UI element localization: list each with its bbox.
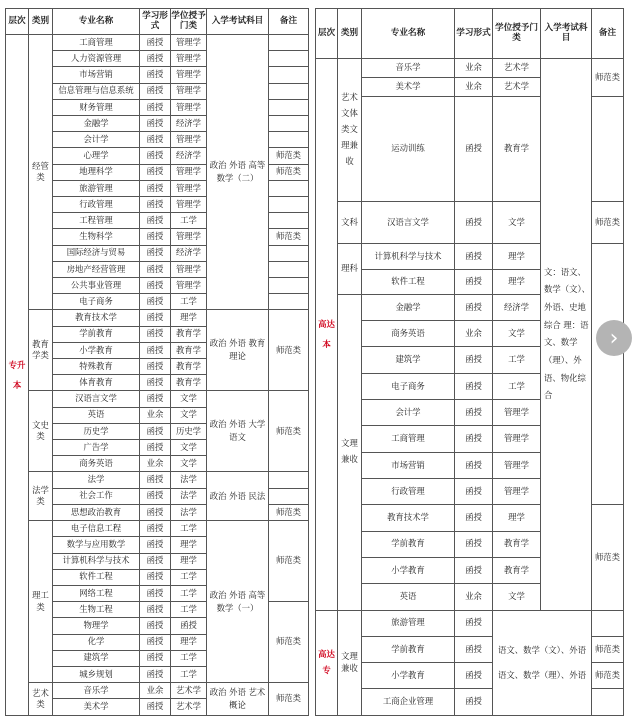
category-cell: 教育学类 <box>29 310 53 391</box>
degree-cell: 教育学 <box>493 557 541 583</box>
table-row <box>6 310 309 326</box>
form-cell: 函授 <box>455 373 493 399</box>
note-cell: 师范类 <box>269 164 309 180</box>
form-cell: 函授 <box>140 164 171 180</box>
major-cell: 房地产经营管理 <box>53 261 140 277</box>
degree-cell: 教育学 <box>171 375 207 391</box>
degree-cell: 管理学 <box>171 132 207 148</box>
major-cell: 心理学 <box>53 148 140 164</box>
form-cell: 函授 <box>140 488 171 504</box>
exam-cell: 政治 外语 高等数学（一） <box>207 521 269 683</box>
form-cell: 函授 <box>455 244 493 269</box>
note-cell <box>592 96 624 201</box>
major-cell: 商务英语 <box>53 456 140 472</box>
form-cell: 函授 <box>140 67 171 83</box>
note-cell <box>269 213 309 229</box>
form-cell: 业余 <box>455 321 493 347</box>
note-cell: 师范类 <box>269 391 309 472</box>
header-cell: 入学考试科目 <box>207 9 269 35</box>
major-cell: 软件工程 <box>362 269 455 294</box>
major-cell: 商务英语 <box>362 321 455 347</box>
degree-cell: 理学 <box>171 537 207 553</box>
exam-cell <box>493 610 592 715</box>
table-row <box>6 35 309 51</box>
major-cell: 建筑学 <box>362 347 455 373</box>
category-cell: 艺术类 <box>29 683 53 716</box>
form-cell: 函授 <box>140 375 171 391</box>
degree-cell: 教育学 <box>171 359 207 375</box>
degree-cell: 工学 <box>493 347 541 373</box>
major-cell: 行政管理 <box>53 197 140 213</box>
form-cell: 函授 <box>140 634 171 650</box>
category-cell: 理工类 <box>29 521 53 683</box>
degree-cell: 管理学 <box>493 400 541 426</box>
degree-cell: 文学 <box>171 407 207 423</box>
note-cell: 师范类 <box>592 636 624 662</box>
degree-cell: 文学 <box>171 456 207 472</box>
form-cell: 函授 <box>455 531 493 557</box>
header-cell: 层次 <box>6 9 29 35</box>
header-cell: 学习形式 <box>455 9 493 59</box>
degree-cell: 工学 <box>171 294 207 310</box>
form-cell: 函授 <box>140 423 171 439</box>
form-cell: 函授 <box>140 294 171 310</box>
form-cell: 业余 <box>140 407 171 423</box>
form-cell: 函授 <box>140 537 171 553</box>
major-cell: 教育技术学 <box>53 310 140 326</box>
header-cell: 学位授予门类 <box>493 9 541 59</box>
degree-cell: 教育学 <box>171 342 207 358</box>
major-cell: 会计学 <box>53 132 140 148</box>
degree-cell: 理学 <box>171 553 207 569</box>
form-cell: 函授 <box>455 610 493 636</box>
form-cell: 函授 <box>455 202 493 244</box>
degree-cell: 管理学 <box>171 67 207 83</box>
major-cell: 美术学 <box>362 77 455 96</box>
note-cell <box>269 35 309 51</box>
form-cell: 函授 <box>140 116 171 132</box>
form-cell: 业余 <box>140 683 171 699</box>
category-cell: 文理兼收 <box>338 294 362 610</box>
category-cell: 艺术文体类文理兼收 <box>338 59 362 202</box>
degree-cell: 艺术学 <box>171 699 207 716</box>
major-cell: 汉语言文学 <box>362 202 455 244</box>
major-cell: 信息管理与信息系统 <box>53 83 140 99</box>
form-cell: 函授 <box>140 197 171 213</box>
degree-cell: 管理学 <box>171 278 207 294</box>
degree-cell: 经济学 <box>171 148 207 164</box>
note-cell <box>592 244 624 505</box>
major-cell: 生物工程 <box>53 602 140 618</box>
degree-cell: 艺术学 <box>493 59 541 78</box>
degree-cell: 管理学 <box>171 35 207 51</box>
category-cell: 经管类 <box>29 35 53 310</box>
form-cell: 函授 <box>140 132 171 148</box>
header-cell: 备注 <box>269 9 309 35</box>
note-cell <box>269 67 309 83</box>
note-cell: 师范类 <box>269 310 309 391</box>
major-cell: 历史学 <box>53 423 140 439</box>
form-cell: 函授 <box>140 326 171 342</box>
major-cell: 市场营销 <box>362 452 455 478</box>
major-cell: 网络工程 <box>53 585 140 601</box>
form-cell: 函授 <box>140 229 171 245</box>
major-cell: 工程管理 <box>53 213 140 229</box>
next-page-button[interactable] <box>596 320 632 356</box>
degree-cell: 管理学 <box>171 180 207 196</box>
degree-cell: 工学 <box>171 650 207 666</box>
note-cell <box>269 180 309 196</box>
major-cell: 音乐学 <box>362 59 455 78</box>
degree-cell: 工学 <box>171 213 207 229</box>
form-cell: 函授 <box>140 666 171 682</box>
degree-cell: 管理学 <box>493 452 541 478</box>
form-cell: 函授 <box>140 602 171 618</box>
degree-cell: 理学 <box>171 310 207 326</box>
note-cell: 师范类 <box>269 229 309 245</box>
form-cell: 函授 <box>455 96 493 201</box>
degree-cell: 文学 <box>493 321 541 347</box>
form-cell: 函授 <box>140 504 171 520</box>
table-row <box>6 521 309 537</box>
table-row <box>316 610 624 636</box>
degree-cell: 工学 <box>171 585 207 601</box>
exam-cell: 政治 外语 艺术概论 <box>207 683 269 716</box>
note-cell <box>269 51 309 67</box>
note-cell <box>269 294 309 310</box>
category-cell: 文理兼收 <box>338 610 362 715</box>
note-cell <box>269 197 309 213</box>
header-cell: 学习形式 <box>140 9 171 35</box>
degree-cell: 管理学 <box>171 83 207 99</box>
degree-cell: 教育学 <box>493 96 541 201</box>
degree-cell: 理学 <box>493 244 541 269</box>
form-cell: 函授 <box>455 663 493 689</box>
degree-cell: 工学 <box>171 521 207 537</box>
degree-cell: 理学 <box>493 269 541 294</box>
degree-cell: 教育学 <box>493 531 541 557</box>
major-cell: 数学与应用数学 <box>53 537 140 553</box>
form-cell: 函授 <box>140 35 171 51</box>
degree-cell: 工学 <box>171 666 207 682</box>
exam-cell: 文：语文、数学（文）、外语、史地综合 理：语文、数学（理）、外语、物化综合 <box>541 59 592 611</box>
form-cell: 函授 <box>140 99 171 115</box>
major-cell: 软件工程 <box>53 569 140 585</box>
major-cell: 社会工作 <box>53 488 140 504</box>
form-cell: 函授 <box>455 636 493 662</box>
exam-line: 语文、数学（文）、外语 <box>498 644 586 655</box>
major-cell: 学前教育 <box>362 531 455 557</box>
major-cell: 旅游管理 <box>362 610 455 636</box>
form-cell: 函授 <box>455 426 493 452</box>
major-cell: 电子商务 <box>53 294 140 310</box>
major-cell: 公共事业管理 <box>53 278 140 294</box>
major-cell: 运动训练 <box>362 96 455 201</box>
major-cell: 行政管理 <box>362 478 455 504</box>
degree-cell: 经济学 <box>171 116 207 132</box>
form-cell: 函授 <box>140 440 171 456</box>
exam-line: 语文、数学（理）、外语 <box>498 669 586 680</box>
form-cell: 函授 <box>140 521 171 537</box>
note-cell: 师范类 <box>592 202 624 244</box>
major-cell: 美术学 <box>53 699 140 716</box>
degree-cell: 管理学 <box>493 426 541 452</box>
major-cell: 工商管理 <box>362 426 455 452</box>
form-cell: 函授 <box>140 83 171 99</box>
form-cell: 函授 <box>455 269 493 294</box>
major-cell: 计算机科学与技术 <box>53 553 140 569</box>
degree-cell: 艺术学 <box>171 683 207 699</box>
degree-cell: 管理学 <box>493 478 541 504</box>
form-cell: 函授 <box>140 699 171 716</box>
major-cell: 市场营销 <box>53 67 140 83</box>
note-cell <box>269 261 309 277</box>
form-cell: 函授 <box>140 585 171 601</box>
major-cell: 物理学 <box>53 618 140 634</box>
note-cell <box>269 99 309 115</box>
note-cell <box>592 689 624 716</box>
degree-cell: 教育学 <box>171 326 207 342</box>
header-cell: 专业名称 <box>362 9 455 59</box>
chevron-right-icon: › <box>609 325 619 351</box>
exam-cell: 政治 外语 教育理论 <box>207 310 269 391</box>
note-cell: 师范类 <box>592 505 624 610</box>
degree-cell: 管理学 <box>171 51 207 67</box>
form-cell: 函授 <box>140 472 171 488</box>
degree-cell: 经济学 <box>171 245 207 261</box>
exam-cell: 政治 外语 大学语文 <box>207 391 269 472</box>
form-cell: 函授 <box>455 689 493 716</box>
form-cell: 函授 <box>140 310 171 326</box>
note-cell <box>269 488 309 504</box>
header-cell: 专业名称 <box>53 9 140 35</box>
table-row <box>316 59 624 78</box>
form-cell: 函授 <box>140 51 171 67</box>
form-cell: 业余 <box>140 456 171 472</box>
degree-cell: 历史学 <box>171 423 207 439</box>
level-cell: 专升本 <box>6 35 29 716</box>
note-cell <box>269 132 309 148</box>
form-cell: 函授 <box>140 342 171 358</box>
form-cell: 函授 <box>140 618 171 634</box>
major-cell: 广告学 <box>53 440 140 456</box>
major-cell: 小学教育 <box>53 342 140 358</box>
note-cell <box>269 116 309 132</box>
degree-cell: 管理学 <box>171 99 207 115</box>
exam-cell: 政治 外语 高等数学（二） <box>207 35 269 310</box>
major-cell: 会计学 <box>362 400 455 426</box>
major-cell: 城乡规划 <box>53 666 140 682</box>
form-cell: 函授 <box>140 245 171 261</box>
form-cell: 函授 <box>455 400 493 426</box>
form-cell: 函授 <box>140 391 171 407</box>
form-cell: 函授 <box>140 569 171 585</box>
table-row <box>6 683 309 699</box>
table-row <box>6 472 309 488</box>
major-cell: 地理科学 <box>53 164 140 180</box>
degree-cell: 管理学 <box>171 229 207 245</box>
form-cell: 函授 <box>140 261 171 277</box>
form-cell: 函授 <box>455 347 493 373</box>
degree-cell: 法学 <box>171 504 207 520</box>
major-cell: 工商管理 <box>53 35 140 51</box>
form-cell: 业余 <box>455 584 493 610</box>
note-cell: 师范类 <box>592 663 624 689</box>
degree-cell: 法学 <box>171 488 207 504</box>
major-cell: 工商企业管理 <box>362 689 455 716</box>
header-cell: 层次 <box>316 9 338 59</box>
right-major-table <box>315 8 624 716</box>
major-cell: 计算机科学与技术 <box>362 244 455 269</box>
degree-cell: 艺术学 <box>493 77 541 96</box>
degree-cell: 理学 <box>171 634 207 650</box>
note-cell <box>269 278 309 294</box>
form-cell: 业余 <box>455 59 493 78</box>
note-cell: 师范类 <box>269 148 309 164</box>
degree-cell: 管理学 <box>171 261 207 277</box>
degree-cell: 管理学 <box>171 164 207 180</box>
note-cell: 师范类 <box>592 59 624 97</box>
major-cell: 特殊教育 <box>53 359 140 375</box>
left-major-table <box>5 8 309 716</box>
major-cell: 电子商务 <box>362 373 455 399</box>
major-cell: 金融学 <box>362 294 455 320</box>
degree-cell: 工学 <box>493 373 541 399</box>
degree-cell: 函授 <box>171 618 207 634</box>
major-cell: 人力资源管理 <box>53 51 140 67</box>
form-cell: 函授 <box>455 478 493 504</box>
category-cell: 文科 <box>338 202 362 244</box>
major-cell: 国际经济与贸易 <box>53 245 140 261</box>
note-cell: 师范类 <box>269 683 309 716</box>
major-cell: 金融学 <box>53 116 140 132</box>
level-cell: 高达专 <box>316 610 338 715</box>
form-cell: 函授 <box>140 148 171 164</box>
degree-cell: 工学 <box>171 569 207 585</box>
note-cell <box>269 245 309 261</box>
degree-cell: 经济学 <box>493 294 541 320</box>
level-cell: 高达本 <box>316 59 338 611</box>
form-cell: 函授 <box>140 278 171 294</box>
degree-cell: 工学 <box>171 602 207 618</box>
major-cell: 思想政治教育 <box>53 504 140 520</box>
degree-cell: 法学 <box>171 472 207 488</box>
degree-cell: 文学 <box>171 391 207 407</box>
major-cell: 建筑学 <box>53 650 140 666</box>
degree-cell: 理学 <box>493 505 541 531</box>
header-cell: 入学考试科目 <box>541 9 592 59</box>
form-cell: 函授 <box>140 359 171 375</box>
major-cell: 学前教育 <box>362 636 455 662</box>
major-cell: 旅游管理 <box>53 180 140 196</box>
major-cell: 电子信息工程 <box>53 521 140 537</box>
degree-cell: 文学 <box>171 440 207 456</box>
major-cell: 汉语言文学 <box>53 391 140 407</box>
right-header-row <box>316 9 624 59</box>
major-cell: 英语 <box>362 584 455 610</box>
header-cell: 类别 <box>338 9 362 59</box>
form-cell: 函授 <box>140 180 171 196</box>
major-cell: 化学 <box>53 634 140 650</box>
note-cell <box>269 83 309 99</box>
form-cell: 函授 <box>455 452 493 478</box>
degree-cell: 文学 <box>493 584 541 610</box>
major-cell: 小学教育 <box>362 557 455 583</box>
category-cell: 理科 <box>338 244 362 295</box>
category-cell: 法学类 <box>29 472 53 521</box>
form-cell: 函授 <box>455 505 493 531</box>
major-cell: 体育教育 <box>53 375 140 391</box>
form-cell: 函授 <box>140 553 171 569</box>
form-cell: 业余 <box>455 77 493 96</box>
header-cell: 学位授予门类 <box>171 9 207 35</box>
major-cell: 学前教育 <box>53 326 140 342</box>
table-row <box>6 391 309 407</box>
degree-cell: 文学 <box>493 202 541 244</box>
header-cell: 备注 <box>592 9 624 59</box>
degree-cell: 管理学 <box>171 197 207 213</box>
major-cell: 生物科学 <box>53 229 140 245</box>
exam-cell: 政治 外语 民法 <box>207 472 269 521</box>
major-cell: 小学教育 <box>362 663 455 689</box>
major-cell: 音乐学 <box>53 683 140 699</box>
major-cell: 教育技术学 <box>362 505 455 531</box>
form-cell: 函授 <box>140 213 171 229</box>
note-cell <box>269 472 309 488</box>
header-cell: 类别 <box>29 9 53 35</box>
major-cell: 财务管理 <box>53 99 140 115</box>
form-cell: 函授 <box>140 650 171 666</box>
note-cell <box>592 610 624 636</box>
form-cell: 函授 <box>455 557 493 583</box>
category-cell: 文史类 <box>29 391 53 472</box>
major-cell: 法学 <box>53 472 140 488</box>
form-cell: 函授 <box>455 294 493 320</box>
left-header-row <box>6 9 309 35</box>
major-cell: 英语 <box>53 407 140 423</box>
note-cell: 师范类 <box>269 504 309 520</box>
note-cell: 师范类 <box>269 602 309 683</box>
note-cell: 师范类 <box>269 521 309 602</box>
